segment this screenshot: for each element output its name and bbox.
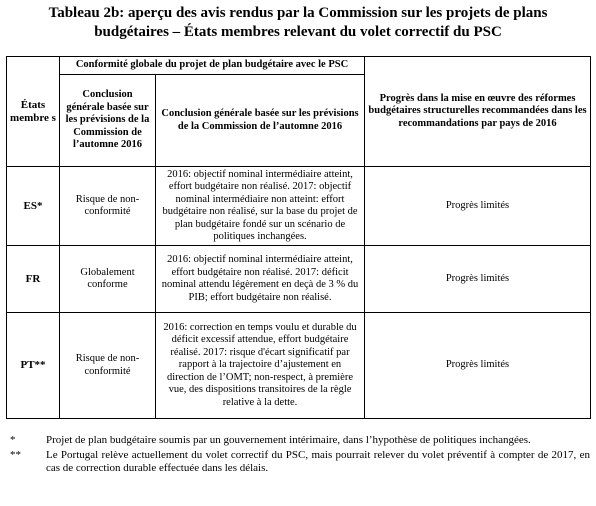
table-title xyxy=(0,4,596,42)
table-row xyxy=(7,313,591,419)
title-line-1: Tableau 2b: aperçu des avis rendus par la Commission sur les projets de plans xyxy=(48,5,548,21)
state-cell: ES* xyxy=(7,167,60,246)
table-row xyxy=(7,246,591,313)
footnote-mark: ** xyxy=(10,448,21,461)
header-global-conformity: Conformité globale du projet de plan budgétaire avec le PSC xyxy=(60,57,365,75)
conclusion-cell: Globalement conforme xyxy=(60,246,156,313)
table-row xyxy=(7,167,591,246)
conclusion-cell: Risque de non-conformité xyxy=(60,313,156,419)
title-line-2: budgétaires – États membres relevant du volet correctif du PSC xyxy=(94,24,502,40)
footnote xyxy=(10,449,590,476)
footnote xyxy=(10,434,590,448)
detail-cell: 2016: correction en temps voulu et durable du déficit excessif attendue, effort budgétaire réalisé. 2017: risque d'écart significatif par rapport à la trajectoire d’ajustement en direction de l’OMT; non-respect, à première vue, des dispositions transitoires de la règle relative à la dette. xyxy=(156,313,365,419)
state-cell: PT** xyxy=(7,313,60,419)
footnote-text: Projet de plan budgétaire soumis par un gouvernement intérimaire, dans l’hypothèse de politiques inchangées. xyxy=(46,434,531,446)
conclusion-cell: Risque de non-conformité xyxy=(60,167,156,246)
header-general-conclusion: Conclusion générale basée sur les prévisions de la Commission de l’automne 2016 xyxy=(60,75,156,167)
header-row-top xyxy=(7,57,591,75)
opinions-table xyxy=(6,56,591,419)
footnotes xyxy=(10,434,590,477)
footnote-text: Le Portugal relève actuellement du volet correctif du PSC, mais pourrait relever du volet préventif à compter de 2017, en cas de correction durable effectuée dans les délais. xyxy=(46,448,590,474)
header-states: États membre s xyxy=(7,57,60,167)
progress-cell: Progrès limités xyxy=(365,246,591,313)
detail-cell: 2016: objectif nominal intermédiaire atteint, effort budgétaire non réalisé. 2017: déficit nominal attendu légèrement en deçà de 3 % du PIB; effort budgétaire non réalisé. xyxy=(156,246,365,313)
progress-cell: Progrès limités xyxy=(365,167,591,246)
progress-cell: Progrès limités xyxy=(365,313,591,419)
footnote-mark: * xyxy=(10,434,16,446)
header-general-conclusion-detail: Conclusion générale basée sur les prévisions de la Commission de l’automne 2016 xyxy=(156,75,365,167)
detail-cell: 2016: objectif nominal intermédiaire atteint, effort budgétaire non réalisé. 2017: objectif nominal intermédiaire non atteint: effort budgétaire non réalisé, sur la base du projet de plan budgétaire fondé sur un scénario de politiques inchangées. xyxy=(156,167,365,246)
header-progress: Progrès dans la mise en œuvre des réformes budgétaires structurelles recommandées dans les recommandations par pays de 2016 xyxy=(365,57,591,167)
state-cell: FR xyxy=(7,246,60,313)
